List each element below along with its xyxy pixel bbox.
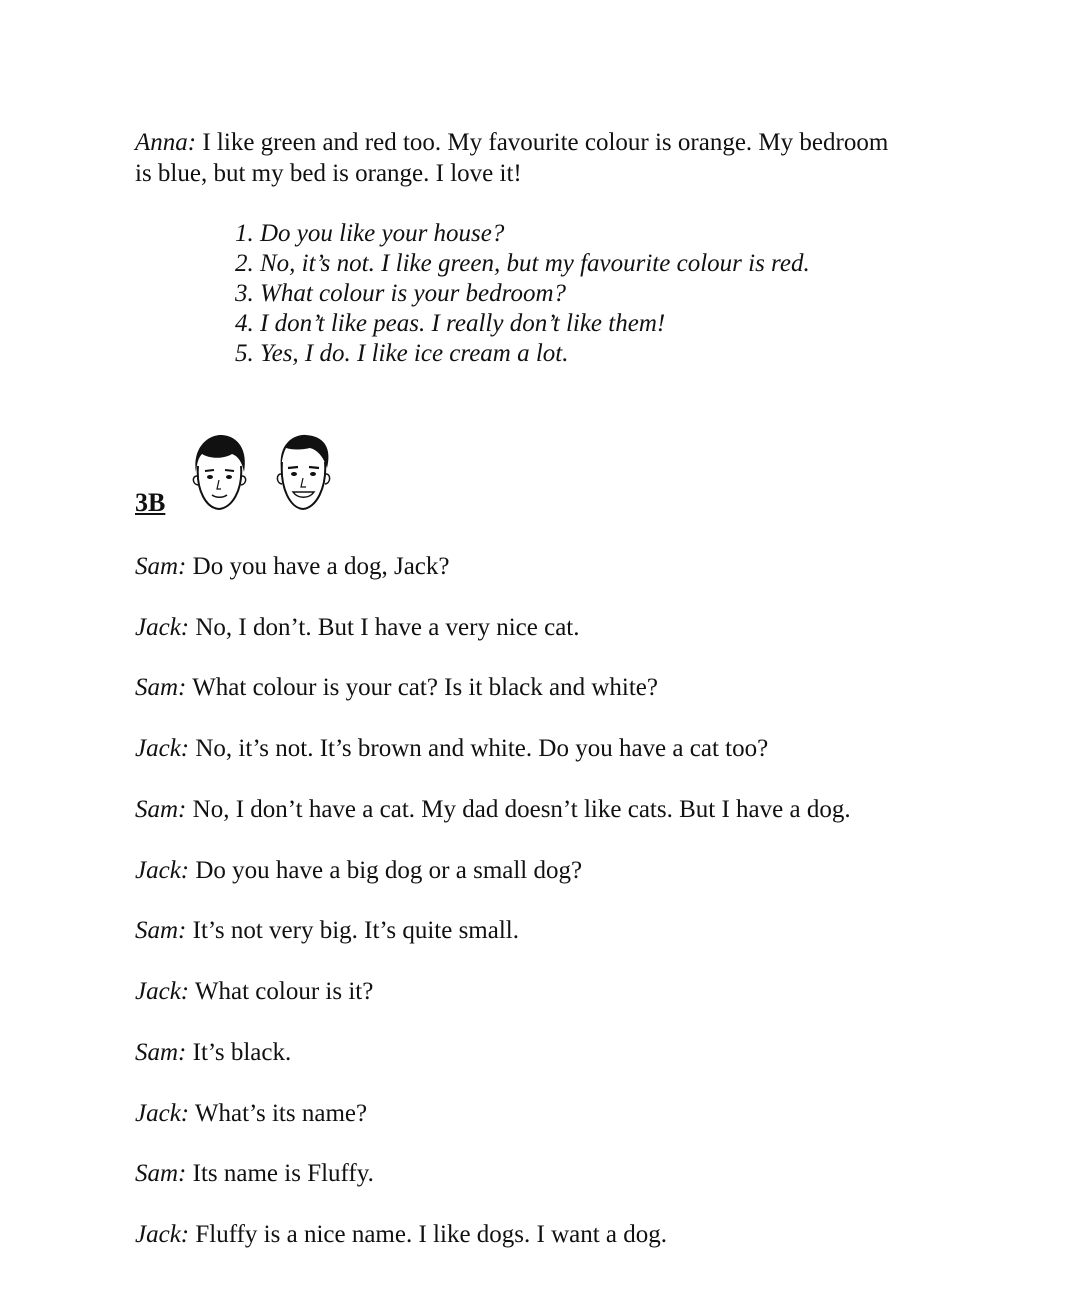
- speaker-label: Sam:: [135, 674, 187, 701]
- dialogue-text: No, I don’t have a cat. My dad doesn’t like cats. But I have a dog.: [186, 796, 851, 823]
- dialogue-line: [135, 855, 582, 886]
- speaker-label: Jack:: [135, 1221, 190, 1248]
- answer-item-3: 3. What colour is your bedroom?: [235, 280, 566, 307]
- dialogue-line: [135, 794, 851, 825]
- dialogue-line: [135, 733, 768, 764]
- dialogue-text: Fluffy is a nice name. I like dogs. I want a dog.: [189, 1221, 668, 1248]
- answer-item-1: 1. Do you like your house?: [235, 220, 505, 247]
- dialogue-line: [135, 612, 580, 643]
- answer-item-2: 2. No, it’s not. I like green, but my favourite colour is red.: [235, 250, 810, 277]
- dialogue-line: [135, 551, 450, 582]
- speaker-label: Jack:: [135, 614, 190, 641]
- speaker-label: Sam:: [135, 1160, 187, 1187]
- anna-line-1: [135, 127, 888, 158]
- dialogue-text: What’s its name?: [189, 1100, 368, 1127]
- speaker-label: Anna:: [135, 129, 197, 156]
- dialogue-text: No, it’s not. It’s brown and white. Do you have a cat too?: [189, 735, 769, 762]
- dialogue-line: [135, 1098, 367, 1129]
- dialogue-line: [135, 915, 519, 946]
- speaker-label: Jack:: [135, 1100, 190, 1127]
- dialogue-text: is blue, but my bed is orange. I love it!: [135, 160, 522, 187]
- dialogue-line: [135, 1037, 291, 1068]
- dialogue-line: [135, 672, 658, 703]
- dialogue-text: Do you have a big dog or a small dog?: [189, 857, 583, 884]
- speaker-label: Sam:: [135, 917, 187, 944]
- dialogue-text: I like green and red too. My favourite colour is orange. My bedroom: [202, 129, 889, 156]
- dialogue-text: Do you have a dog, Jack?: [186, 553, 450, 580]
- speaker-label: Jack:: [135, 857, 190, 884]
- speaker-label: Sam:: [135, 553, 187, 580]
- section-heading: 3B: [135, 488, 166, 517]
- dialogue-text: No, I don’t. But I have a very nice cat.: [189, 614, 580, 641]
- dialogue-line: [135, 1219, 667, 1250]
- speaker-label: Jack:: [135, 978, 190, 1005]
- boy-face-icon: [188, 432, 250, 512]
- anna-line-2: [135, 158, 522, 189]
- speaker-label: Jack:: [135, 735, 190, 762]
- speaker-label: Sam:: [135, 796, 187, 823]
- dialogue-text: What colour is it?: [189, 978, 374, 1005]
- boy-face-icon: [272, 432, 334, 512]
- dialogue-line: [135, 1158, 374, 1189]
- speaker-label: Sam:: [135, 1039, 187, 1066]
- dialogue-text: What colour is your cat? Is it black and white?: [186, 674, 658, 701]
- dialogue-text: It’s black.: [186, 1039, 292, 1066]
- answer-item-5: 5. Yes, I do. I like ice cream a lot.: [235, 340, 569, 367]
- dialogue-text: It’s not very big. It’s quite small.: [186, 917, 519, 944]
- dialogue-text: Its name is Fluffy.: [186, 1160, 374, 1187]
- dialogue-line: [135, 976, 373, 1007]
- answer-item-4: 4. I don’t like peas. I really don’t like them!: [235, 310, 666, 337]
